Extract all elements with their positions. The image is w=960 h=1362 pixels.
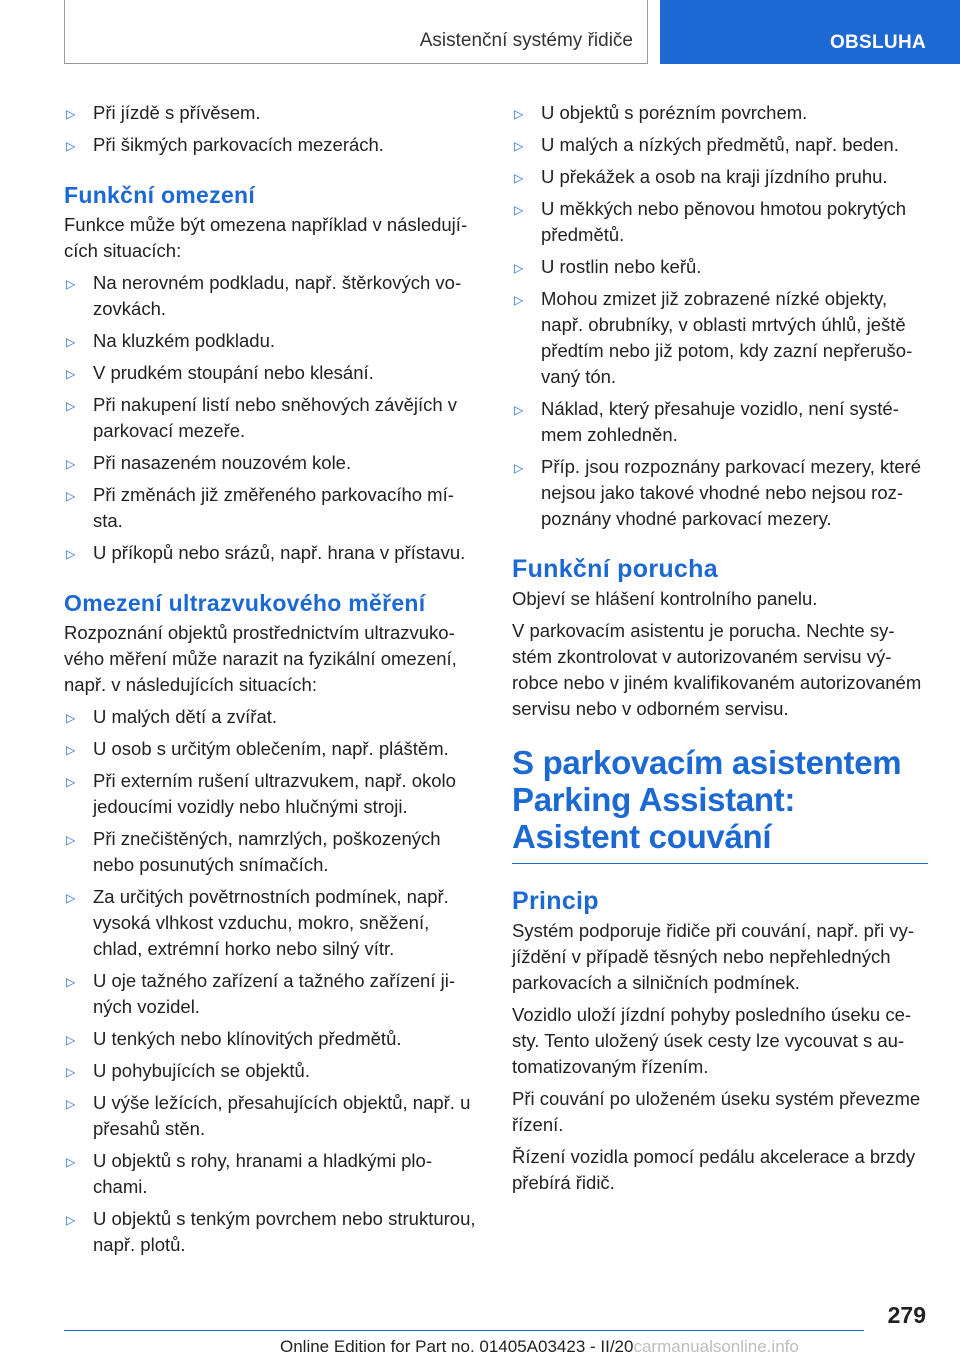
page-number: 279	[887, 1302, 926, 1328]
triangle-bullet-icon: ▷	[66, 367, 76, 381]
list-item: ▷ Při nasazeném nouzovém kole.	[64, 450, 476, 476]
list-item: ▷ V prudkém stoupání nebo klesání.	[64, 360, 476, 386]
paragraph: Systém podporuje řidiče při couvání, např. při vyjíždění v případě těsných nebo nepřehledných parkovacích a silničních podmínek.	[512, 920, 915, 993]
triangle-bullet-icon: ▷	[514, 171, 524, 185]
triangle-bullet-icon: ▷	[66, 1097, 76, 1111]
paragraph: Vozidlo uloží jízdní pohyby posledního úseku cesty. Tento uložený úsek cesty lze vycouvat s automatizovaným řízením.	[512, 1004, 912, 1077]
list-item: ▷ Za určitých povětrnostních podmínek, např. vysoká vlhkost vzduchu, mokro, sněžení, chlad, extrémní horko nebo silný vítr.	[66, 886, 449, 959]
bullet-list-functional-limits	[64, 270, 476, 566]
list-item: ▷ U měkkých nebo pěnovou hmotou pokrytých předmětů.	[514, 198, 907, 245]
heading-malfunction: Funkční porucha	[512, 555, 718, 583]
paragraph: V parkovacím asistentu je porucha. Nechte systém zkontrolovat v autorizovaném servisu výrobce nebo v jiném kvalifikovaném autorizovaném servisu nebo v odborném servisu.	[512, 620, 922, 719]
paragraph: Funkce může být omezena například v následujících situacích:	[64, 214, 468, 261]
triangle-bullet-icon: ▷	[514, 293, 524, 307]
triangle-bullet-icon: ▷	[66, 457, 76, 471]
section-heading-parking-assistant: S parkovacím asistentem Parking Assistant: Asistent couvání	[512, 744, 902, 855]
list-item: ▷ Příp. jsou rozpoznány parkovací mezery, které nejsou jako takové vhodné nebo nejsou rozpoznány vhodné parkovací mezery.	[514, 456, 922, 529]
triangle-bullet-icon: ▷	[514, 139, 524, 153]
triangle-bullet-icon: ▷	[66, 1065, 76, 1079]
triangle-bullet-icon: ▷	[66, 891, 76, 905]
bullet-list-ultrasonic-left	[64, 704, 476, 1258]
paragraph: Objeví se hlášení kontrolního panelu.	[512, 588, 818, 609]
list-item: ▷ Na nerovném podkladu, např. štěrkových vozovkách.	[66, 272, 462, 319]
triangle-bullet-icon: ▷	[66, 277, 76, 291]
list-item: ▷ U malých a nízkých předmětů, např. beden.	[512, 132, 928, 158]
heading-ultrasonic-limits: Omezení ultrazvukového měření	[64, 590, 426, 616]
triangle-bullet-icon: ▷	[66, 335, 76, 349]
triangle-bullet-icon: ▷	[66, 489, 76, 503]
list-item: ▷ U překážek a osob na kraji jízdního pruhu.	[512, 164, 928, 190]
list-item: ▷ U objektů s rohy, hranami a hladkými plochami.	[66, 1150, 432, 1197]
triangle-bullet-icon: ▷	[66, 139, 76, 153]
triangle-bullet-icon: ▷	[66, 547, 76, 561]
list-item: ▷ Při externím rušení ultrazvukem, např. okolo jedoucími vozidly nebo hlučnými stroji.	[66, 770, 456, 817]
list-item: ▷ U oje tažného zařízení a tažného zařízení jiných vozidel.	[66, 970, 455, 1017]
list-item: ▷ Náklad, který přesahuje vozidlo, není systémem zohledněn.	[514, 398, 899, 445]
list-item: ▷ U objektů s porézním povrchem.	[512, 100, 928, 126]
section-divider	[512, 863, 928, 864]
tab-label: OBSLUHA	[829, 32, 926, 53]
list-item: ▷ Při změnách již změřeného parkovacího místa.	[66, 484, 454, 531]
list-item: ▷ U tenkých nebo klínovitých předmětů.	[64, 1026, 476, 1052]
list-item: ▷ U výše ležících, přesahujících objektů, např. u přesahů stěn.	[66, 1092, 471, 1139]
triangle-bullet-icon: ▷	[66, 775, 76, 789]
footer-edition	[280, 1337, 799, 1357]
list-item: ▷ U osob s určitým oblečením, např. pláštěm.	[64, 736, 476, 762]
list-item: ▷ U objektů s tenkým povrchem nebo strukturou, např. plotů.	[66, 1208, 476, 1255]
triangle-bullet-icon: ▷	[66, 399, 76, 413]
paragraph: Řízení vozidla pomocí pedálu akcelerace a brzdy přebírá řidič.	[512, 1146, 916, 1193]
paragraph: Rozpoznání objektů prostřednictvím ultrazvukového měření může narazit na fyzikální omezení, např. v následujících situacích:	[64, 622, 457, 695]
right-column	[512, 100, 928, 1202]
triangle-bullet-icon: ▷	[66, 107, 76, 121]
heading-functional-limits: Funkční omezení	[64, 182, 256, 208]
triangle-bullet-icon: ▷	[514, 461, 524, 475]
list-item: ▷ U příkopů nebo srázů, např. hrana v přístavu.	[64, 540, 476, 566]
header-frame	[64, 0, 648, 64]
section-title: Asistenční systémy řidiče	[419, 30, 633, 51]
triangle-bullet-icon: ▷	[66, 743, 76, 757]
triangle-bullet-icon: ▷	[66, 711, 76, 725]
list-item: ▷ U malých dětí a zvířat.	[64, 704, 476, 730]
paragraph: Při couvání po uloženém úseku systém převezme řízení.	[512, 1088, 921, 1135]
heading-principle: Princip	[512, 887, 599, 915]
triangle-bullet-icon: ▷	[514, 107, 524, 121]
watermark: carmanualsonline.info	[633, 1337, 799, 1356]
triangle-bullet-icon: ▷	[66, 1033, 76, 1047]
list-item: ▷ U pohybujících se objektů.	[64, 1058, 476, 1084]
list-item: ▷ Při nakupení listí nebo sněhových závějích v parkovací mezeře.	[66, 394, 458, 441]
triangle-bullet-icon: ▷	[514, 403, 524, 417]
triangle-bullet-icon: ▷	[66, 1213, 76, 1227]
list-item: ▷ U rostlin nebo keřů.	[512, 254, 928, 280]
list-item: ▷ Při znečištěných, namrzlých, poškozených nebo posunutých snímačích.	[66, 828, 441, 875]
list-item: ▷ Při jízdě s přívěsem.	[64, 100, 476, 126]
list-item: ▷ Při šikmých parkovacích mezerách.	[64, 132, 476, 158]
list-item: ▷ Mohou zmizet již zobrazené nízké objekty, např. obrubníky, v oblasti mrtvých úhlů, ještě předtím nebo již potom, kdy zazní nepřerušovaný tón.	[514, 288, 913, 387]
triangle-bullet-icon: ▷	[514, 261, 524, 275]
footer-divider	[64, 1330, 864, 1331]
tab-obsluha[interactable]	[660, 0, 960, 64]
bullet-list-ultrasonic-right	[512, 100, 928, 532]
triangle-bullet-icon: ▷	[66, 1155, 76, 1169]
triangle-bullet-icon: ▷	[66, 975, 76, 989]
bullet-list-top	[64, 100, 476, 158]
list-item: ▷ Na kluzkém podkladu.	[64, 328, 476, 354]
triangle-bullet-icon: ▷	[514, 203, 524, 217]
left-column	[64, 100, 476, 1264]
triangle-bullet-icon: ▷	[66, 833, 76, 847]
edition-text: Online Edition for Part no. 01405A03423 - II/20	[280, 1337, 634, 1356]
